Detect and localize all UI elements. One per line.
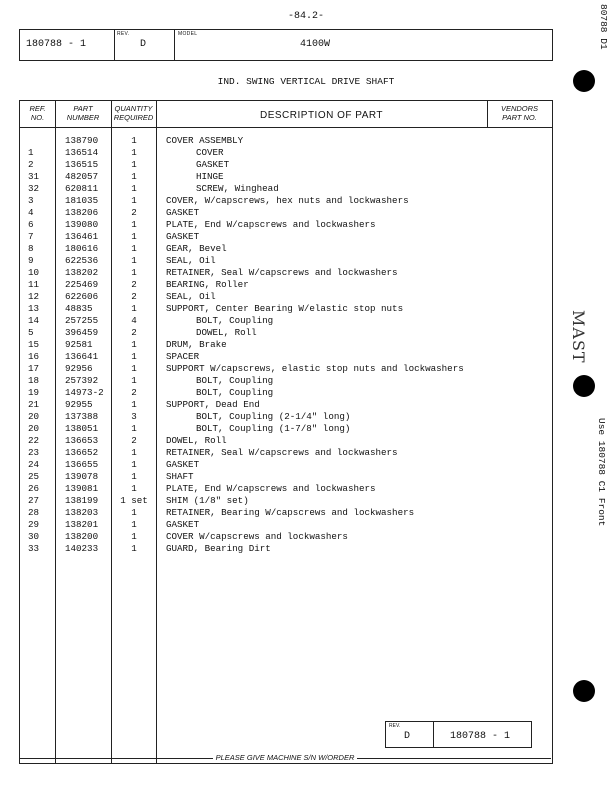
- col-header-ref-line2: NO.: [30, 113, 45, 122]
- row-quantity: 3: [131, 411, 137, 422]
- row-part-number: 48835: [65, 303, 93, 314]
- table-row: [20, 291, 552, 303]
- row-ref: 29: [28, 519, 40, 530]
- footer-box: [385, 721, 532, 748]
- row-part-number: 257392: [65, 375, 99, 386]
- row-quantity: 1: [131, 471, 137, 482]
- binder-hole-icon: [573, 70, 595, 92]
- row-description: GASKET: [196, 159, 230, 170]
- header-divider: [20, 127, 552, 128]
- row-part-number: 139078: [65, 471, 99, 482]
- row-quantity: 1: [131, 543, 137, 554]
- row-quantity: 2: [131, 207, 137, 218]
- row-ref: 4: [28, 207, 34, 218]
- table-row: [20, 483, 552, 495]
- table-row: [20, 459, 552, 471]
- row-part-number: 92955: [65, 399, 93, 410]
- row-ref: 20: [28, 411, 40, 422]
- row-ref: 27: [28, 495, 40, 506]
- row-description: SUPPORT, Center Bearing W/elastic stop nuts: [166, 303, 404, 314]
- row-description: BOLT, Coupling: [196, 375, 274, 386]
- table-row: [20, 327, 552, 339]
- table-row: [20, 315, 552, 327]
- row-description: BEARING, Roller: [166, 279, 249, 290]
- col-header-part: [55, 104, 111, 122]
- table-row: [20, 255, 552, 267]
- table-row: [20, 519, 552, 531]
- table-row: [20, 543, 552, 555]
- row-quantity: 1: [131, 171, 137, 182]
- row-part-number: 138790: [65, 135, 99, 146]
- col-header-desc: DESCRIPTION OF PART: [259, 110, 384, 121]
- row-description: GEAR, Bevel: [166, 243, 227, 254]
- row-description: GASKET: [166, 459, 200, 470]
- col-header-vendor: [487, 104, 552, 122]
- row-ref: 1: [28, 147, 34, 158]
- row-description: SUPPORT, Dead End: [166, 399, 260, 410]
- row-quantity: 1: [131, 351, 137, 362]
- row-description: GASKET: [166, 519, 200, 530]
- table-row: [20, 147, 552, 159]
- row-part-number: 137388: [65, 411, 99, 422]
- row-description: DOWEL, Roll: [166, 435, 227, 446]
- col-header-ref-line1: REF.: [29, 104, 46, 113]
- row-description: SPACER: [166, 351, 200, 362]
- row-ref: 24: [28, 459, 40, 470]
- row-ref: 21: [28, 399, 40, 410]
- row-description: BOLT, Coupling: [196, 387, 274, 398]
- row-ref: 12: [28, 291, 40, 302]
- header-model-cell: [175, 30, 552, 60]
- col-header-ref: [20, 104, 55, 122]
- row-part-number: 138199: [65, 495, 99, 506]
- row-part-number: 139081: [65, 483, 99, 494]
- row-part-number: 14973-2: [65, 387, 104, 398]
- row-ref: 18: [28, 375, 40, 386]
- row-part-number: 92581: [65, 339, 93, 350]
- row-ref: 25: [28, 471, 40, 482]
- row-ref: 20: [28, 423, 40, 434]
- row-part-number: 136641: [65, 351, 99, 362]
- row-quantity: 1: [131, 363, 137, 374]
- row-description: COVER, W/capscrews, hex nuts and lockwashers: [166, 195, 409, 206]
- col-header-vendor-line2: PART NO.: [502, 113, 537, 122]
- row-quantity: 2: [131, 291, 137, 302]
- row-description: COVER ASSEMBLY: [166, 135, 244, 146]
- row-quantity: 1: [131, 195, 137, 206]
- row-quantity: 1: [131, 135, 137, 146]
- table-row: [20, 243, 552, 255]
- table-row: [20, 207, 552, 219]
- row-part-number: 138200: [65, 531, 99, 542]
- footer-text: PLEASE GIVE MACHINE S/N W/ORDER: [213, 753, 358, 762]
- row-part-number: 136515: [65, 159, 99, 170]
- row-part-number: 138201: [65, 519, 99, 530]
- row-quantity: 1: [131, 519, 137, 530]
- table-row: [20, 471, 552, 483]
- row-quantity: 2: [131, 327, 137, 338]
- row-quantity: 1: [131, 303, 137, 314]
- row-description: GUARD, Bearing Dirt: [166, 543, 271, 554]
- row-description: SHAFT: [166, 471, 194, 482]
- row-ref: 19: [28, 387, 40, 398]
- row-description: RETAINER, Seal W/capscrews and lockwashers: [166, 447, 398, 458]
- row-description: RETAINER, Bearing W/capscrews and lockwashers: [166, 507, 415, 518]
- row-part-number: 225469: [65, 279, 99, 290]
- row-ref: 7: [28, 231, 34, 242]
- row-quantity: 1 set: [120, 495, 148, 506]
- table-row: [20, 279, 552, 291]
- row-part-number: 482057: [65, 171, 99, 182]
- row-quantity: 1: [131, 531, 137, 542]
- row-description: BOLT, Coupling: [196, 315, 274, 326]
- row-part-number: 620811: [65, 183, 99, 194]
- header-doc-number: 180788 - 1: [26, 39, 87, 50]
- row-quantity: 1: [131, 459, 137, 470]
- row-description: SEAL, Oil: [166, 255, 216, 266]
- row-part-number: 139080: [65, 219, 99, 230]
- binder-hole-icon: [573, 375, 595, 397]
- row-description: COVER: [196, 147, 224, 158]
- row-part-number: 622606: [65, 291, 99, 302]
- row-part-number: 92956: [65, 363, 93, 374]
- row-description: DOWEL, Roll: [196, 327, 257, 338]
- row-part-number: 257255: [65, 315, 99, 326]
- row-ref: 13: [28, 303, 40, 314]
- row-ref: 28: [28, 507, 40, 518]
- table-row: [20, 171, 552, 183]
- header-model-label: MODEL: [178, 31, 198, 37]
- row-quantity: 2: [131, 279, 137, 290]
- row-quantity: 1: [131, 507, 137, 518]
- header-rev-label: REV.: [117, 31, 130, 37]
- col-header-vendor-line1: VENDORS: [500, 104, 539, 113]
- table-row: [20, 507, 552, 519]
- row-quantity: 1: [131, 423, 137, 434]
- table-row: [20, 231, 552, 243]
- table-row: [20, 447, 552, 459]
- row-quantity: 1: [131, 159, 137, 170]
- row-description: PLATE, End W/capscrews and lockwashers: [166, 483, 376, 494]
- table-row: [20, 531, 552, 543]
- table-row: [20, 183, 552, 195]
- row-ref: 5: [28, 327, 34, 338]
- row-quantity: 1: [131, 399, 137, 410]
- row-quantity: 1: [131, 267, 137, 278]
- row-part-number: 136655: [65, 459, 99, 470]
- row-quantity: 1: [131, 243, 137, 254]
- row-quantity: 1: [131, 447, 137, 458]
- table-row: [20, 219, 552, 231]
- row-part-number: 622536: [65, 255, 99, 266]
- row-ref: 23: [28, 447, 40, 458]
- row-description: SCREW, Winghead: [196, 183, 279, 194]
- row-quantity: 1: [131, 339, 137, 350]
- col-header-part-line1: PART: [73, 104, 93, 113]
- row-description: RETAINER, Seal W/capscrews and lockwashers: [166, 267, 398, 278]
- col-header-part-line2: NUMBER: [66, 113, 100, 122]
- row-ref: 9: [28, 255, 34, 266]
- col-header-qty-line2: REQUIRED: [113, 113, 154, 122]
- row-description: COVER W/capscrews and lockwashers: [166, 531, 348, 542]
- table-row: [20, 495, 552, 507]
- table-row: [20, 423, 552, 435]
- row-quantity: 1: [131, 483, 137, 494]
- row-part-number: 138202: [65, 267, 99, 278]
- footer-note: [19, 753, 551, 763]
- header-rev-cell: [114, 30, 175, 60]
- row-description: HINGE: [196, 171, 224, 182]
- side-label-bottom: Use 180788 C1 Front: [596, 418, 607, 527]
- header-doc-cell: [20, 30, 115, 60]
- row-description: BOLT, Coupling (1-7/8" long): [196, 423, 351, 434]
- row-ref: 22: [28, 435, 40, 446]
- table-row: [20, 267, 552, 279]
- row-description: GASKET: [166, 231, 200, 242]
- header-model: 4100W: [300, 39, 331, 50]
- row-ref: 2: [28, 159, 34, 170]
- footer-text-wrap: [19, 753, 551, 762]
- row-ref: 11: [28, 279, 40, 290]
- row-part-number: 136652: [65, 447, 99, 458]
- table-row: [20, 351, 552, 363]
- binder-hole-icon: [573, 680, 595, 702]
- row-part-number: 138203: [65, 507, 99, 518]
- table-row: [20, 399, 552, 411]
- table-row: [20, 135, 552, 147]
- table-row: [20, 411, 552, 423]
- table-row: [20, 363, 552, 375]
- row-quantity: 1: [131, 147, 137, 158]
- row-description: PLATE, End W/capscrews and lockwashers: [166, 219, 376, 230]
- row-part-number: 138206: [65, 207, 99, 218]
- footer-doc-number: 180788 - 1: [450, 731, 511, 742]
- parts-table: [19, 100, 553, 764]
- row-quantity: 1: [131, 375, 137, 386]
- row-part-number: 138051: [65, 423, 99, 434]
- row-ref: 8: [28, 243, 34, 254]
- row-ref: 3: [28, 195, 34, 206]
- row-ref: 15: [28, 339, 40, 350]
- row-ref: 17: [28, 363, 40, 374]
- row-quantity: 1: [131, 183, 137, 194]
- row-ref: 10: [28, 267, 40, 278]
- row-description: SEAL, Oil: [166, 291, 216, 302]
- col-header-qty: [111, 104, 156, 122]
- col-header-qty-line1: QUANTITY: [114, 104, 153, 113]
- row-quantity: 1: [131, 255, 137, 266]
- row-part-number: 181035: [65, 195, 99, 206]
- row-quantity: 1: [131, 231, 137, 242]
- footer-rev: D: [404, 731, 411, 742]
- table-row: [20, 195, 552, 207]
- row-quantity: 2: [131, 387, 137, 398]
- row-quantity: 1: [131, 219, 137, 230]
- table-row: [20, 435, 552, 447]
- row-ref: 26: [28, 483, 40, 494]
- row-ref: 16: [28, 351, 40, 362]
- row-description: SHIM (1/8" set): [166, 495, 249, 506]
- header-box: [19, 29, 553, 61]
- row-part-number: 396459: [65, 327, 99, 338]
- row-quantity: 2: [131, 435, 137, 446]
- row-ref: 32: [28, 183, 40, 194]
- row-ref: 33: [28, 543, 40, 554]
- header-rev: D: [140, 39, 147, 50]
- row-part-number: 136653: [65, 435, 99, 446]
- row-description: BOLT, Coupling (2-1/4" long): [196, 411, 351, 422]
- row-description: GASKET: [166, 207, 200, 218]
- side-stamp: MAST: [569, 310, 588, 364]
- table-row: [20, 303, 552, 315]
- table-row: [20, 375, 552, 387]
- row-description: SUPPORT W/capscrews, elastic stop nuts and lockwashers: [166, 363, 464, 374]
- row-quantity: 4: [131, 315, 137, 326]
- page-title: IND. SWING VERTICAL DRIVE SHAFT: [217, 76, 395, 87]
- row-ref: 30: [28, 531, 40, 542]
- row-part-number: 136461: [65, 231, 99, 242]
- row-part-number: 136514: [65, 147, 99, 158]
- row-ref: 6: [28, 219, 34, 230]
- footer-rev-cell: [386, 722, 434, 747]
- row-part-number: 140233: [65, 543, 99, 554]
- row-part-number: 180616: [65, 243, 99, 254]
- page-number: -84.2-: [287, 11, 324, 22]
- row-ref: 31: [28, 171, 40, 182]
- row-description: DRUM, Brake: [166, 339, 227, 350]
- table-row: [20, 387, 552, 399]
- table-row: [20, 339, 552, 351]
- row-ref: 14: [28, 315, 40, 326]
- footer-rev-label: REV.: [389, 723, 401, 729]
- table-row: [20, 159, 552, 171]
- side-label-top: 80788 D1: [598, 4, 609, 50]
